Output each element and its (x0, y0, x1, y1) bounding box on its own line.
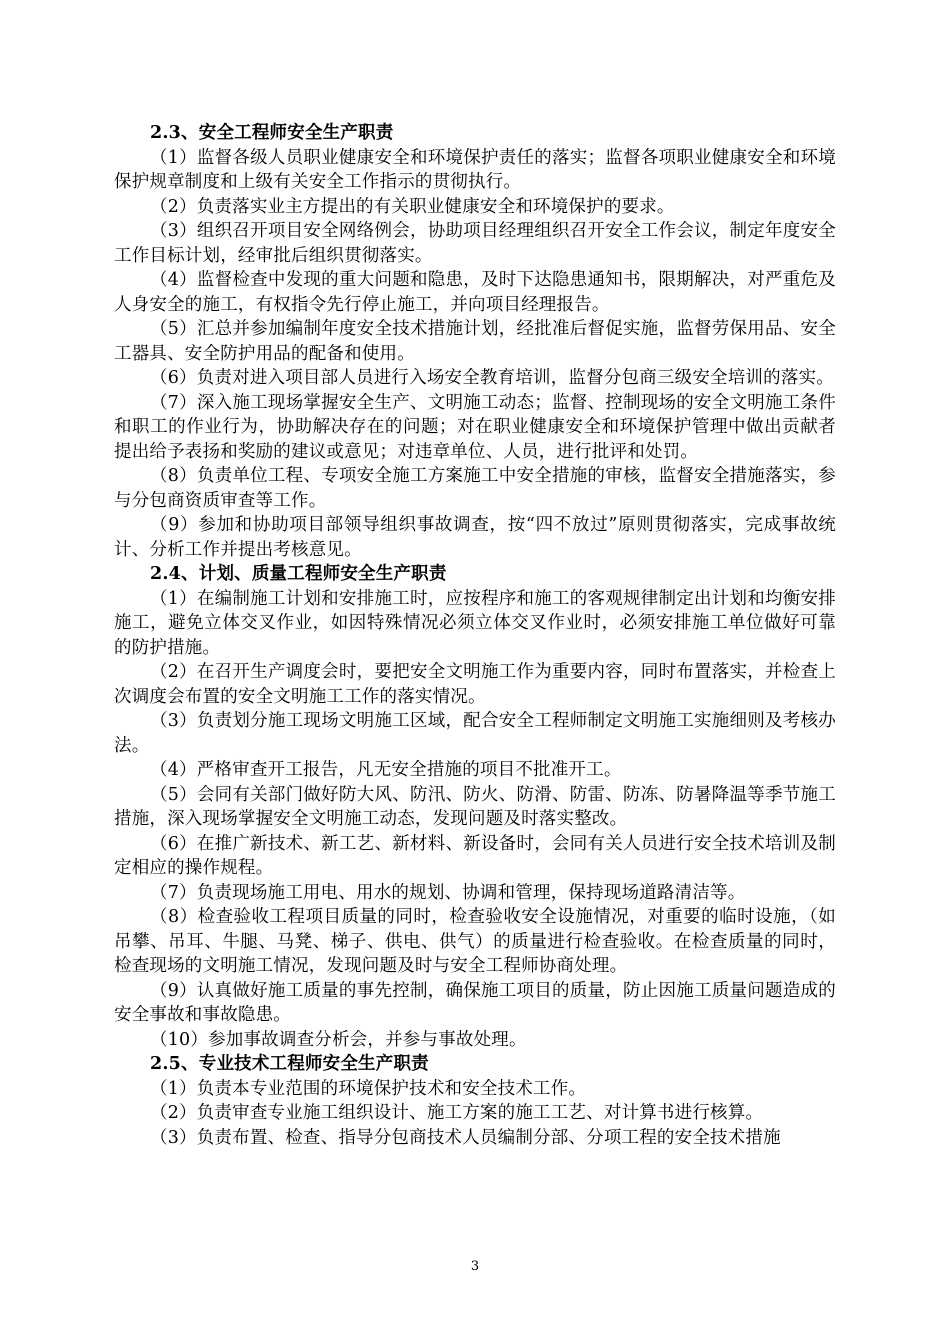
paragraph-2-5-2: （2）负责审查专业施工组织设计、施工方案的施工工艺、对计算书进行核算。 (150, 1103, 764, 1123)
section-heading-2-3: 2.3、安全工程师安全生产职责 (150, 123, 394, 143)
paragraph-2-3-5: （5）汇总并参加编制年度安全技术措施计划，经批准后督促实施，监督劳保用品、安全工器具、安全防护用品的配备和使用。 (114, 319, 836, 364)
paragraph-2-4-9: （9）认真做好施工质量的事先控制，确保施工项目的质量，防止因施工质量问题造成的安全事故和事故隐患。 (114, 980, 836, 1025)
paragraph-2-3-9: （9）参加和协助项目部领导组织事故调查，按“四不放过”原则贯彻落实，完成事故统计、分析工作并提出考核意见。 (114, 515, 836, 560)
paragraph-2-3-6: （6）负责对进入项目部人员进行入场安全教育培训，监督分包商三级安全培训的落实。 (150, 368, 834, 388)
paragraph-2-5-1: （1）负责本专业范围的环境保护技术和安全技术工作。 (150, 1078, 587, 1099)
paragraph-2-4-7: （7）负责现场施工用电、用水的规划、协调和管理，保持现场道路清洁等。 (150, 882, 746, 903)
paragraph-2-4-6: （6）在推广新技术、新工艺、新材料、新设备时，会同有关人员进行安全技术培训及制定相应的操作规程。 (114, 833, 836, 878)
page-body (114, 121, 836, 1150)
paragraph-2-4-8: （8）检查验收工程项目质量的同时，检查验收安全设施情况，对重要的临时设施，（如吊攀、吊耳、牛腿、马凳、梯子、供电、供气）的质量进行检查验收。在检查质量的同时，检查现场的文明施工情况，发现问题及时与安全工程师协商处理。 (114, 907, 836, 976)
paragraph-2-4-3: （3）负责划分施工现场文明施工区域，配合安全工程师制定文明施工实施细则及考核办法。 (114, 711, 836, 756)
paragraph-2-3-4: （4）监督检查中发现的重大问题和隐患，及时下达隐患通知书，限期解决，对严重危及人身安全的施工，有权指令先行停止施工，并向项目经理报告。 (114, 270, 836, 315)
paragraph-2-3-7: （7）深入施工现场掌握安全生产、文明施工动态；监督、控制现场的安全文明施工条件和职工的作业行为，协助解决存在的问题；对在职业健康安全和环境保护管理中做出贡献者提出给予表扬和奖励的建议或意见；对违章单位、人员，进行批评和处罚。 (114, 392, 836, 462)
paragraph-2-4-4: （4）严格审查开工报告，凡无安全措施的项目不批准开工。 (150, 760, 622, 780)
paragraph-2-3-8: （8）负责单位工程、专项安全施工方案施工中安全措施的审核，监督安全措施落实，参与分包商资质审查等工作。 (114, 466, 836, 511)
paragraph-2-3-2: （2）负责落实业主方提出的有关职业健康安全和环境保护的要求。 (150, 196, 675, 217)
section-heading-2-4: 2.4、计划、质量工程师安全生产职责 (150, 564, 447, 584)
paragraph-2-4-10: （10）参加事故调查分析会，并参与事故处理。 (150, 1029, 527, 1050)
section-heading-2-5: 2.5、专业技术工程师安全生产职责 (150, 1054, 429, 1074)
paragraph-2-5-3: （3）负责布置、检查、指导分包商技术人员编制分部、分项工程的安全技术措施 (150, 1127, 781, 1148)
paragraph-2-4-5: （5）会同有关部门做好防大风、防汛、防火、防滑、防雷、防冻、防暑降温等季节施工措施，深入现场掌握安全文明施工动态，发现问题及时落实整改。 (114, 784, 836, 829)
paragraph-2-3-1: （1）监督各级人员职业健康安全和环境保护责任的落实；监督各项职业健康安全和环境保护规章制度和上级有关安全工作指示的贯彻执行。 (114, 147, 836, 192)
page-number: 3 (470, 1259, 480, 1274)
paragraph-2-3-3: （3）组织召开项目安全网络例会，协助项目经理组织召开安全工作会议，制定年度安全工作目标计划，经审批后组织贯彻落实。 (114, 221, 836, 266)
paragraph-2-4-2: （2）在召开生产调度会时，要把安全文明施工作为重要内容，同时布置落实，并检查上次调度会布置的安全文明施工工作的落实情况。 (114, 662, 836, 707)
paragraph-2-4-1: （1）在编制施工计划和安排施工时，应按程序和施工的客观规律制定出计划和均衡安排施工，避免立体交叉作业，如因特殊情况必须立体交叉作业时，必须安排施工单位做好可靠的防护措施。 (114, 588, 836, 658)
